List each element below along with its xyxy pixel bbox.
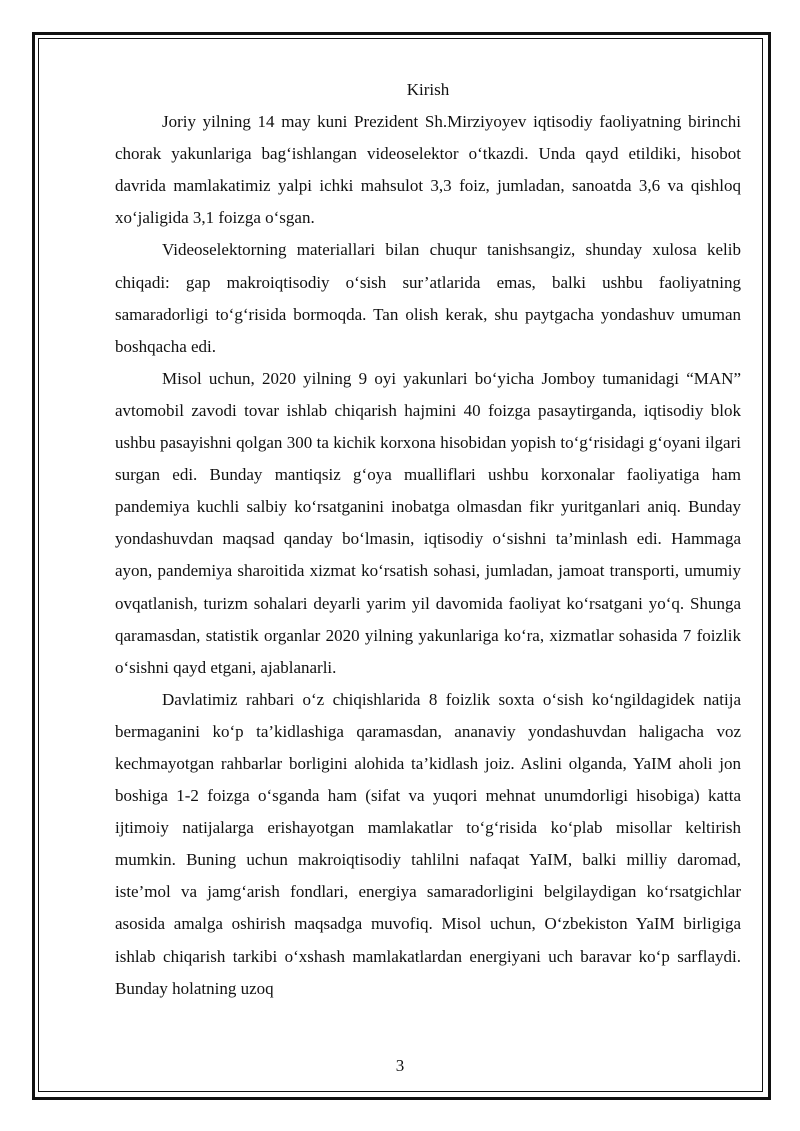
paragraph-1: Joriy yilning 14 may kuni Prezident Sh.Mirziyoyev iqtisodiy faoliyatning birinchi chorak yakunlariga bag‘ishlangan videoselektor o‘tkazdi. Unda qayd etildiki, hisobot davrida mamlakatimiz yalpi ichki mahsulot 3,3 foiz, jumladan, sanoatda 3,6 va qishloq xo‘jaligida 3,1 foizga o‘sgan. [115, 112, 741, 228]
paragraph-2: Videoselektorning materiallari bilan chuqur tanishsangiz, shunday xulosa kelib chiqadi: gap makroiqtisodiy o‘sish sur’atlarida emas, balki ushbu faoliyatning samaradorligi to‘g‘risida bormoqda. Tan olish kerak, shu paytgacha yondashuv umuman boshqacha edi. [115, 240, 741, 356]
paragraph-4: Davlatimiz rahbari o‘z chiqishlarida 8 foizlik soxta o‘sish ko‘ngildagidek natija bermaganini ko‘p ta’kidlashiga qaramasdan, ananaviy yondashuvdan haligacha voz kechmayotgan rahbarlar borligini alohida ta’kidlash joiz. Aslini olganda, YaIM aholi jon boshiga 1-2 foizga o‘sganda ham (sifat va yuqori mehnat unumdorligi hisobiga) katta ijtimoiy natijalarga erishayotgan mamlakatlar to‘g‘risida ko‘plab misollar keltirish mumkin. Buning uchun makroiqtisodiy tahlilni nafaqat YaIM, balki milliy daromad, iste’mol va jamg‘arish fondlari, energiya samaradorligini belgilaydigan ko‘rsatgichlar asosida amalga oshirish maqsadga muvofiq. Misol uchun, O‘zbekiston YaIM birligiga ishlab chiqarish tarkibi o‘xshash mamlakatlardan energiyani uch baravar ko‘p sarflaydi. Bunday holatning uzoq [115, 689, 741, 998]
paragraph-3: Misol uchun, 2020 yilning 9 oyi yakunlari bo‘yicha Jomboy tumanidagi “MAN” avtomobil zavodi tovar ishlab chiqarish hajmini 40 foizga pasaytirganda, iqtisodiy blok ushbu pasayishni qolgan 300 ta kichik korxona hisobidan yopish to‘g‘risidagi g‘oyani ilgari surgan edi. Bunday mantiqsiz g‘oya mualliflari ushbu korxonalar faoliyatiga ham pandemiya kuchli salbiy ko‘rsatganini inobatga olmasdan fikr yuritganlari aniq. Bunday yondashuvdan maqsad qanday bo‘lmasin, iqtisodiy o‘sishni ta’minlash edi. Hammaga ayon, pandemiya sharoitida xizmat ko‘rsatish sohasi, jumladan, jamoat transporti, umumiy ovqatlanish, turizm sohalari deyarli yarim yil davomida faoliyat ko‘rsatgani yo‘q. Shunga qaramasdan, statistik organlar 2020 yilning yakunlariga ko‘ra, xizmatlar sohasida 7 foizlik o‘sishni qayd etgani, ajablanarli. [115, 368, 741, 677]
document-body [115, 74, 741, 1005]
page-number: 3 [395, 1056, 405, 1075]
section-heading: Kirish [406, 80, 450, 99]
